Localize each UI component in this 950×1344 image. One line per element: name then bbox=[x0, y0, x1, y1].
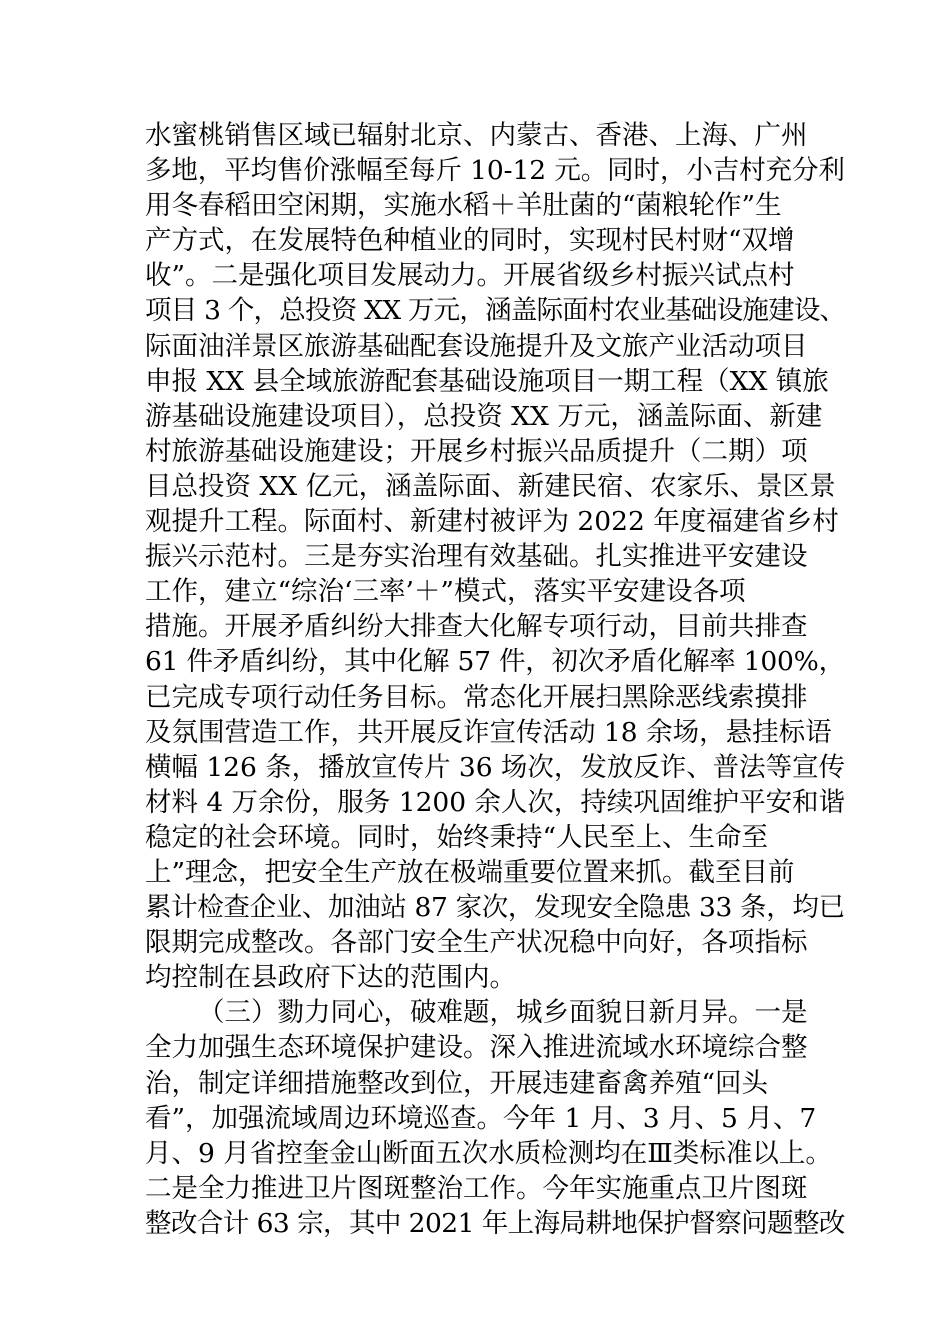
text-line: 产方式，在发展特色种植业的同时，实现村民村财“双增 bbox=[145, 225, 795, 257]
text-line: 游基础设施建设项目），总投资 XX 万元，涵盖际面、新建 bbox=[145, 400, 823, 432]
text-line: 村旅游基础设施建设；开展乡村振兴品质提升（二期）项 bbox=[145, 435, 808, 467]
text-line: 目总投资 XX 亿元，涵盖际面、新建民宿、农家乐、景区景 bbox=[145, 470, 836, 502]
text-line: 际面油洋景区旅游基础配套设施提升及文旅产业活动项目 bbox=[145, 330, 808, 362]
text-line: 已完成专项行动任务目标。常态化开展扫黑除恶线索摸排 bbox=[145, 681, 808, 713]
text-line: 振兴示范村。三是夯实治理有效基础。扎实推进平安建设 bbox=[145, 541, 808, 573]
text-line: 水蜜桃销售区域已辐射北京、内蒙古、香港、上海、广州 bbox=[145, 120, 808, 151]
text-line: 月、9 月省控奎金山断面五次水质检测均在Ⅲ类标准以上。 bbox=[145, 1137, 832, 1169]
text-line: 稳定的社会环境。同时，始终秉持“人民至上、生命至 bbox=[145, 821, 769, 853]
text-line: 限期完成整改。各部门安全生产状况稳中向好，各项指标 bbox=[145, 927, 808, 959]
text-line: 治，制定详细措施整改到位，开展违建畜禽养殖“回头 bbox=[145, 1067, 769, 1099]
text-line: 措施。开展矛盾纠纷大排查大化解专项行动，目前共排查 bbox=[145, 611, 808, 643]
text-line: 材料 4 万余份，服务 1200 余人次，持续巩固维护平安和谐 bbox=[145, 786, 845, 818]
body-text bbox=[145, 118, 845, 1241]
text-line: 累计检查企业、加油站 87 家次，发现安全隐患 33 条，均已 bbox=[145, 892, 845, 924]
text-line: 上”理念，把安全生产放在极端重要位置来抓。截至目前 bbox=[145, 856, 795, 888]
text-line: 申报 XX 县全域旅游配套基础设施项目一期工程（XX 镇旅 bbox=[145, 365, 829, 397]
text-line: 用冬春稻田空闲期，实施水稻＋羊肚菌的“菌粮轮作”生 bbox=[145, 190, 782, 222]
text-line: 均控制在县政府下达的范围内。 bbox=[145, 962, 516, 994]
text-line: 多地，平均售价涨幅至每斤 10-12 元。同时，小吉村充分利 bbox=[145, 155, 845, 187]
text-line: 全力加强生态环境保护建设。深入推进流域水环境综合整 bbox=[145, 1032, 808, 1064]
text-line: 项目 3 个，总投资 XX 万元，涵盖际面村农业基础设施建设、 bbox=[145, 295, 846, 327]
text-line: 二是全力推进卫片图斑整治工作。今年实施重点卫片图斑 bbox=[145, 1172, 808, 1204]
text-line: 及氛围营造工作，共开展反诈宣传活动 18 余场，悬挂标语 bbox=[145, 716, 832, 748]
text-line: 观提升工程。际面村、新建村被评为 2022 年度福建省乡村 bbox=[145, 506, 839, 538]
text-line: 看”，加强流域周边环境巡查。今年 1 月、3 月、5 月、7 bbox=[145, 1102, 817, 1134]
text-line: 整改合计 63 宗，其中 2021 年上海局耕地保护督察问题整改 bbox=[145, 1207, 845, 1239]
text-line: 工作，建立“综治‘三率’＋”模式，落实平安建设各项 bbox=[145, 576, 746, 608]
section-heading-line: （三）勠力同心，破难题，城乡面貌日新月异。一是 bbox=[198, 997, 808, 1029]
text-line: 61 件矛盾纠纷，其中化解 57 件，初次矛盾化解率 100%， bbox=[145, 646, 845, 678]
text-line: 横幅 126 条，播放宣传片 36 场次，发放反诈、普法等宣传 bbox=[145, 751, 845, 783]
text-line: 收”。二是强化项目发展动力。开展省级乡村振兴试点村 bbox=[145, 260, 795, 292]
